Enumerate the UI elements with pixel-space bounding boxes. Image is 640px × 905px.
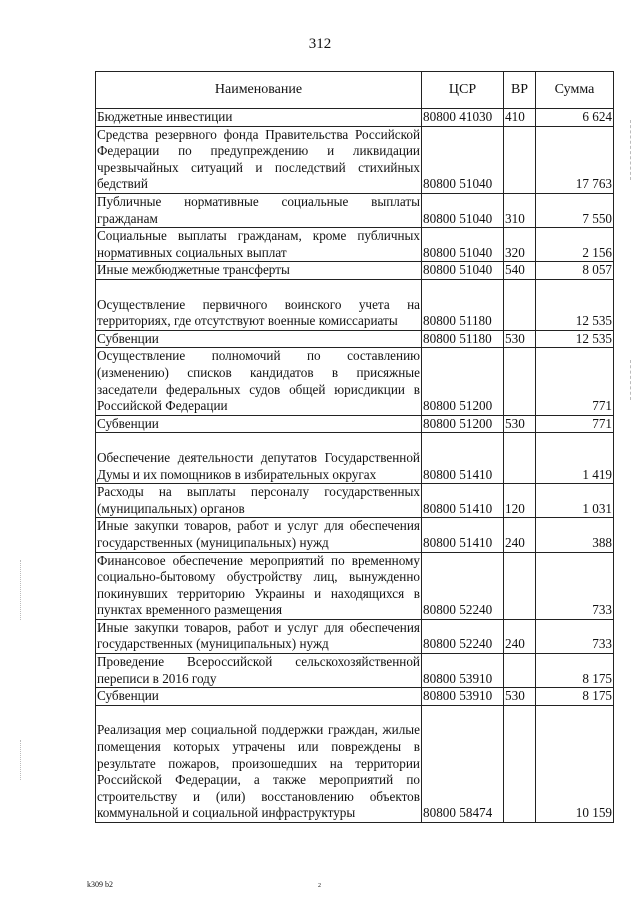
table-row — [96, 654, 614, 688]
scan-artifact-right-2 — [630, 360, 632, 400]
table-row — [96, 126, 614, 193]
table-row — [96, 262, 614, 280]
row-csr-cell: 80800 41030 — [422, 109, 504, 127]
row-sum-cell: 733 — [536, 619, 614, 653]
row-name-cell: Субвенции — [96, 415, 422, 433]
row-vr-cell — [504, 433, 536, 484]
row-sum-cell: 6 624 — [536, 109, 614, 127]
table-row — [96, 619, 614, 653]
row-csr-cell: 80800 51040 — [422, 228, 504, 262]
row-name-cell: Субвенции — [96, 330, 422, 348]
table-row — [96, 415, 614, 433]
row-csr-cell: 80800 51040 — [422, 126, 504, 193]
row-csr-cell: 80800 53910 — [422, 654, 504, 688]
row-sum-cell: 17 763 — [536, 126, 614, 193]
row-name-cell: Расходы на выплаты персоналу государственных (муниципальных) органов — [96, 484, 422, 518]
row-sum-cell: 8 175 — [536, 654, 614, 688]
row-vr-cell — [504, 705, 536, 822]
row-csr-cell: 80800 51180 — [422, 330, 504, 348]
row-sum-cell: 1 031 — [536, 484, 614, 518]
table-row — [96, 518, 614, 552]
scan-artifact-right-1 — [630, 120, 632, 180]
table-row — [96, 484, 614, 518]
row-csr-cell: 80800 58474 — [422, 705, 504, 822]
row-name-cell: Проведение Всероссийской сельскохозяйственной переписи в 2016 году — [96, 654, 422, 688]
row-name-cell: Публичные нормативные социальные выплаты гражданам — [96, 193, 422, 227]
table-row — [96, 279, 614, 330]
column-header-vr: ВР — [504, 72, 536, 109]
row-csr-cell: 80800 51200 — [422, 348, 504, 415]
row-name-cell: Социальные выплаты гражданам, кроме публичных нормативных социальных выплат — [96, 228, 422, 262]
page-number: 312 — [308, 36, 332, 52]
row-vr-cell: 120 — [504, 484, 536, 518]
row-csr-cell: 80800 51410 — [422, 433, 504, 484]
column-header-name: Наименование — [96, 72, 422, 109]
row-sum-cell: 1 419 — [536, 433, 614, 484]
table-row — [96, 228, 614, 262]
row-vr-cell — [504, 279, 536, 330]
row-sum-cell: 2 156 — [536, 228, 614, 262]
row-name-cell: Обеспечение деятельности депутатов Государственной Думы и их помощников в избирательных округах — [96, 433, 422, 484]
column-header-csr: ЦСР — [422, 72, 504, 109]
row-vr-cell: 310 — [504, 193, 536, 227]
row-sum-cell: 12 535 — [536, 279, 614, 330]
budget-table — [95, 71, 614, 823]
table-body — [96, 109, 614, 823]
row-csr-cell: 80800 52240 — [422, 619, 504, 653]
row-csr-cell: 80800 51040 — [422, 262, 504, 280]
row-name-cell: Иные закупки товаров, работ и услуг для обеспечения государственных (муниципальных) нужд — [96, 518, 422, 552]
row-vr-cell: 320 — [504, 228, 536, 262]
row-csr-cell: 80800 53910 — [422, 688, 504, 706]
row-vr-cell: 530 — [504, 688, 536, 706]
row-sum-cell: 8 057 — [536, 262, 614, 280]
table-row — [96, 348, 614, 415]
row-name-cell: Бюджетные инвестиции — [96, 109, 422, 127]
row-sum-cell: 771 — [536, 415, 614, 433]
row-vr-cell — [504, 654, 536, 688]
row-csr-cell: 80800 51040 — [422, 193, 504, 227]
row-name-cell: Реализация мер социальной поддержки граждан, жилые помещения которых утрачены или повреждены в результате пожаров, произошедших на территории Российской Федерации, а также мероприятий по строительству и (или) восстановлению объектов коммунальной и социальной инфраструктуры — [96, 705, 422, 822]
table-row — [96, 705, 614, 822]
table-row — [96, 552, 614, 619]
table-row — [96, 433, 614, 484]
row-name-cell: Финансовое обеспечение мероприятий по временному социально-бытовому обустройству лиц, вынужденно покинувших территорию Украины и находящихся в пунктах временного размещения — [96, 552, 422, 619]
table-row — [96, 688, 614, 706]
row-name-cell: Средства резервного фонда Правительства Российской Федерации по предупреждению и ликвидации чрезвычайных ситуаций и последствий стихийных бедствий — [96, 126, 422, 193]
row-sum-cell: 10 159 — [536, 705, 614, 822]
document-code: k309 b2 — [87, 880, 113, 889]
row-sum-cell: 388 — [536, 518, 614, 552]
table-row — [96, 109, 614, 127]
row-vr-cell: 240 — [504, 518, 536, 552]
row-vr-cell: 240 — [504, 619, 536, 653]
scan-artifact-left-2 — [20, 740, 22, 780]
row-sum-cell: 8 175 — [536, 688, 614, 706]
table-row — [96, 330, 614, 348]
row-vr-cell — [504, 126, 536, 193]
row-name-cell: Иные межбюджетные трансферты — [96, 262, 422, 280]
row-sum-cell: 12 535 — [536, 330, 614, 348]
row-name-cell: Осуществление первичного воинского учета на территориях, где отсутствуют военные комиссариаты — [96, 279, 422, 330]
row-vr-cell: 410 — [504, 109, 536, 127]
row-name-cell: Субвенции — [96, 688, 422, 706]
table-row — [96, 193, 614, 227]
row-sum-cell: 7 550 — [536, 193, 614, 227]
row-name-cell: Осуществление полномочий по составлению (изменению) списков кандидатов в присяжные заседатели федеральных судов общей юрисдикции в Российской Федерации — [96, 348, 422, 415]
row-csr-cell: 80800 51410 — [422, 518, 504, 552]
row-vr-cell: 530 — [504, 415, 536, 433]
row-vr-cell — [504, 552, 536, 619]
row-vr-cell: 540 — [504, 262, 536, 280]
row-vr-cell: 530 — [504, 330, 536, 348]
row-csr-cell: 80800 51410 — [422, 484, 504, 518]
row-csr-cell: 80800 51180 — [422, 279, 504, 330]
footer-mark: 2 — [318, 883, 321, 889]
row-csr-cell: 80800 51200 — [422, 415, 504, 433]
row-sum-cell: 771 — [536, 348, 614, 415]
column-header-sum: Сумма — [536, 72, 614, 109]
row-csr-cell: 80800 52240 — [422, 552, 504, 619]
row-sum-cell: 733 — [536, 552, 614, 619]
row-name-cell: Иные закупки товаров, работ и услуг для обеспечения государственных (муниципальных) нужд — [96, 619, 422, 653]
row-vr-cell — [504, 348, 536, 415]
scan-artifact-left-1 — [20, 560, 22, 620]
table-header-row — [96, 72, 614, 109]
